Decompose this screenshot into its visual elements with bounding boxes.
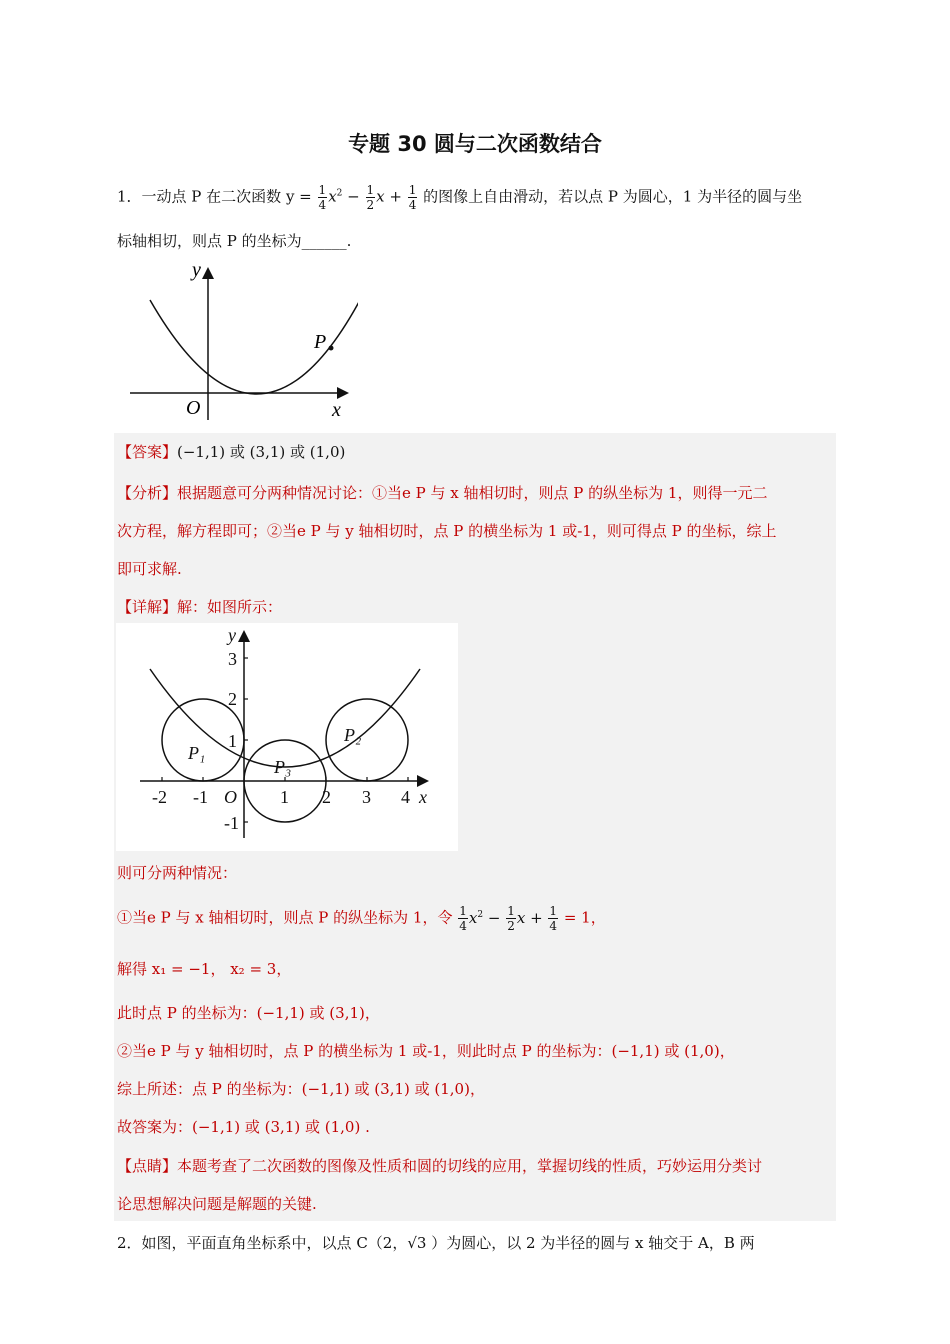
- x-label: x: [419, 787, 427, 807]
- comment-line-1: [117, 1155, 762, 1176]
- fraction: $\frac{1}{4}$: [408, 183, 417, 212]
- comment-text-1: 本题考查了二次函数的图像及性质和圆的切线的应用，掌握切线的性质，巧妙运用分类讨: [177, 1157, 763, 1175]
- x-tick-3: 3: [362, 787, 371, 807]
- x-tick-2: 2: [322, 787, 331, 807]
- question-1-line-1: 1．一动点 P 在二次函数 y = $\frac{1}{4}$ $x^2$ − $\frac{1}{2}$ x + $\frac{1}{4}$ 的图像上自由滑动，若以点 P 为圆心，1 为半径的圆与坐: [117, 183, 803, 212]
- p3-label: P₃: [274, 757, 292, 777]
- point-p: [329, 346, 334, 351]
- y-tick-3: 3: [228, 649, 237, 669]
- solution-line-2-prefix: ①当e P 与 x 轴相切时，则点 P 的纵坐标为 1，令: [117, 908, 453, 927]
- fraction: $\frac{1}{4}$: [318, 183, 327, 212]
- comment-label: 【点睛】: [117, 1157, 178, 1175]
- p1-label: P₁: [188, 743, 206, 763]
- y-label: y: [192, 259, 201, 281]
- answer-label: 【答案】: [117, 443, 178, 461]
- analysis-text-1: 根据题意可分两种情况讨论：①当e P 与 x 轴相切时，则点 P 的纵坐标为 1，则得一元二: [177, 484, 768, 502]
- circle-p2: [326, 699, 408, 781]
- x-tick-1: 1: [280, 787, 289, 807]
- x-tick-4: 4: [401, 787, 410, 807]
- analysis-label: 【分析】: [117, 484, 178, 502]
- fraction: $\frac{1}{4}$: [459, 904, 467, 933]
- question-1-line-2: 标轴相切，则点 P 的坐标为______.: [117, 232, 352, 250]
- parabola-figure-1: [128, 258, 358, 423]
- question-1-suffix: 的图像上自由滑动，若以点 P 为圆心，1 为半径的圆与坐: [423, 187, 803, 206]
- x-tick-neg2: -2: [152, 787, 167, 807]
- analysis-line-3: 即可求解.: [117, 560, 182, 578]
- point-p-label: P: [314, 331, 327, 353]
- analysis-line-1: [117, 482, 767, 503]
- detail-text: 解：如图所示：: [177, 598, 283, 616]
- fraction: $\frac{1}{2}$: [507, 904, 515, 933]
- page-title: 专题 30 圆与二次函数结合: [348, 132, 602, 156]
- fraction: $\frac{1}{2}$: [366, 183, 375, 212]
- origin-label: O: [186, 397, 201, 419]
- y-label: y: [228, 625, 236, 645]
- solution-line-3: 解得 x₁ = −1， x₂ = 3，: [117, 960, 292, 978]
- solution-line-6: 综上所述：点 P 的坐标为：(−1,1) 或 (3,1) 或 (1,0)，: [117, 1080, 485, 1098]
- analysis-line-2: 次方程，解方程即可；②当e P 与 y 轴相切时，点 P 的横坐标为 1 或-1，则可得点 P 的坐标，综上: [117, 522, 777, 540]
- origin-label: O: [224, 787, 237, 807]
- y-tick-neg1: -1: [224, 813, 239, 833]
- question-1-prefix: 1．一动点 P 在二次函数 y =: [117, 187, 312, 206]
- parabola-circles-figure: [116, 623, 458, 851]
- solution-line-1: 则可分两种情况：: [117, 864, 238, 882]
- p2-label: P₂: [344, 725, 362, 745]
- detail-label: 【详解】: [117, 598, 178, 616]
- comment-line-2: 论思想解决问题是解题的关键.: [117, 1195, 317, 1213]
- answer-text: (−1,1) 或 (3,1) 或 (1,0): [177, 443, 346, 461]
- y-tick-2: 2: [228, 689, 237, 709]
- y-tick-1: 1: [228, 731, 237, 751]
- solution-line-7: 故答案为：(−1,1) 或 (3,1) 或 (1,0) .: [117, 1118, 370, 1136]
- question-2-line-1: 2．如图，平面直角坐标系中，以点 C（2，√3 ）为圆心，以 2 为半径的圆与 x 轴交于 A，B 两: [117, 1234, 755, 1252]
- figure-2-panel: [116, 623, 458, 851]
- x-label: x: [332, 399, 341, 421]
- solution-line-4: 此时点 P 的坐标为：(−1,1) 或 (3,1)，: [117, 1004, 380, 1022]
- solution-line-5: ②当e P 与 y 轴相切时，点 P 的横坐标为 1 或-1，则此时点 P 的坐标为：(−1,1) 或 (1,0)，: [117, 1042, 735, 1060]
- answer-line: [117, 441, 345, 462]
- fraction: $\frac{1}{4}$: [549, 904, 558, 933]
- detail-line: [117, 596, 282, 617]
- solution-line-2-suffix: = 1，: [563, 908, 606, 927]
- x-tick-neg1: -1: [193, 787, 208, 807]
- solution-line-2: ①当e P 与 x 轴相切时，则点 P 的纵坐标为 1，令 $\frac{1}{4}$ $x^2$ − $\frac{1}{2}$ x + $\frac{1}{4}$ = 1，: [117, 904, 606, 933]
- parabola-curve: [150, 300, 358, 394]
